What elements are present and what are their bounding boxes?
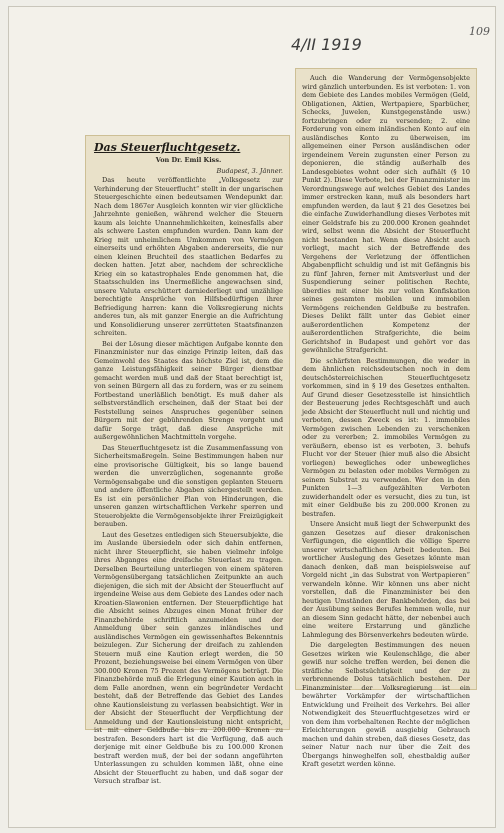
article-headline: Das Steuerfluchtgesetz. (94, 141, 241, 154)
paragraph: Das Steuerfluchtgesetz ist die Zusammenfassung von Sicherheitsmaßregeln. Seine Bestimmungen haben nur eine provisorische Gültigkeit, bis so lange bauend werden die unverzüglichen, sogenannte große Vermögensabgabe und die sonstigen geplanten Steuern und andere öffentliche Abgaben sichergestellt werden. Es ist ein persönlicher Plan von Hinderungen, die unseren ganzen wirtschaftlichen Verkehr sperren und Steuerobjekte die Vermögensobjekte ihrer Freizügigkeit berauben. (94, 443, 283, 528)
handwritten-date: 4/II 1919 (291, 35, 362, 54)
paragraph: Die dargelegten Bestimmungen des neuen Gesetzes wirken wie Keulenschläge, die aber gewiß nur solche treffen werden, bei denen die sträfliche Selbstsüchtigkeit und der zu verbrennende Dolus tatsächlich bestehen. Der Finanzminister der Volksregierung ist ein bewährter Vorkämpfer der wirtschaftlichen Entwicklung und Freiheit des Verkehrs. Bei aller Notwendigkeit des Steuerfluchtgesetzes wird er von dem ihm vorbehaltenen Rechte der möglichen Erleichterungen gewiß ausgiebig Gebrauch machen und dahin streben, daß dieses Gesetz, das seiner Natur nach nur über die Zeit des Übergangs hinweghelfen soll, ehestbaldig außer Kraft gesetzt werden könne. (302, 641, 470, 768)
paragraph: Bei der Lösung dieser mächtigen Aufgabe konnte den Finanzminister nur das einzige Prinzip leiten, daß das Gemeinwohl des Staates das höchste Ziel ist, dem die ganze Leistungsfähigkeit seiner Bürger dienstbar gemacht werden muß und daß der Staat berechtigt ist, von seinen Bürgern all das zu fordern, was er zu seinem Fortbestand unerläßlich benötigt. Es muß daher als selbstverständlich erscheinen, daß der Staat bei der Feststellung seines Anspruches gegenüber seinen Bürgern mit der gebührenden Strenge vorgeht und dafür Sorge trägt, daß diese Ansprüche mit außergewöhnlichen Machtmitteln vorgehe. (94, 339, 283, 441)
clipping-right-column (295, 68, 477, 768)
article-dateline: Budapest, 3. Jänner. (216, 166, 283, 175)
clipping-left-column (85, 135, 290, 785)
paragraph: Das heute veröffentlichte „Volksgesetz zur Verhinderung der Steuerflucht“ stellt in der ungarischen Steuergeschichte einen bedeutsamen Wendepunkt dar. Nach dem 1867er Ausgleich konnten wir vier glückliche Jahrzehnte genießen, während welcher die Steuern kaum als leichte Unannehmlichkeiten, keinesfalls aber als schwere Lasten empfunden wurden. Dann kam der Krieg mit unheimlichem Umkommen von Vermögen einerseits und erhöhten Abgaben andererseits, die nur einen kleinen Bruchteil des staatlichen Bedarfes zu decken hatten. Jetzt aber, nachdem der schreckliche Krieg ein so katastrophales Ende genommen hat, die Staatsschulden ins Unermeßliche angewachsen sind, unsere Valuta erschüttert darniederliegt und unzählige berechtigte Ansprüche von Hilfsbedürftigen ihrer Befriedigung harren: kann die Volksregierung nichts anderes tun, als mit ganzer Energie an die Aufrichtung und Konsolidierung unserer zerrütteten Staatsfinanzen schreiten. (94, 176, 283, 337)
paragraph: Die schärfsten Bestimmungen, die weder in dem ähnlichen reichsdeutschen noch in dem deutschösterreichischen Steuerfluchtgesetz vorkommen, sind in § 19 des Gesetzes enthalten. Auf Grund dieser Gesetzesstelle ist hinsichtlich der Besteuerung jedes Rechtsgeschäft und auch jede Absicht der Steuerflucht null und nichtig und verboten, dessen Zweck es ist: 1. immobiles Vermögen zwischen Lebenden zu verschenken oder zu vererben; 2. immobiles Vermögen zu veräußern, ebenso ist es verboten, 3. behufs Flucht vor der Steuer (hier muß also die Absicht vorliegen) bewegliches oder unbewegliches Vermögen zu belasten oder mobiles Vermögen zu seinem Substrat zu verwenden. Wer den in den Punkten 1—3 aufgezählten Verboten zuwiderhandelt oder es versucht, dies zu tun, ist mit einer Geldbuße bis zu 200.000 Kronen zu bestrafen. (302, 356, 470, 518)
article-byline: Von Dr. Emil Kiss. (155, 156, 222, 164)
folio-number: 109 (469, 25, 490, 38)
paragraph: Unsere Ansicht muß liegt der Schwerpunkt des ganzen Gesetzes auf dieser drakonischen Verfügungen, die eigentlich die völlige Sperre unserer wirtschaftlichen Arbeit bedeuten. Bei wortlicher Auslegung des Gesetzes könnte man danach denken, daß man beispielsweise auf Vorgeld nicht „in das Substrat von Wertpapieren“ verwandeln könne. Wir können uns aber nicht vorstellen, daß die Finanzminister bei den heutigen Umständen der Bankbehörden, das bei der Ausübung seines Berufes hemmen wolle, nur an diesem Sinn gedacht hätte, der nebenbei auch eine weitere Erstarrung und gänzliche Lahmlegung des Börsenverkehrs bedeuten würde. (302, 520, 470, 639)
paragraph: Laut des Gesetzes entledigen sich Steuersubjekte, die im Auslande übersiedeln oder sich dahin entfernen, nicht ihrer Steuerpflicht, sie haben vielmehr infolge ihres Abganges eine dreifache Steuerlast zu tragen. Derselben Beurteilung unterliegen von einem späteren Vermögensübergang tatsächlichen Zeitpunkte an auch diejenigen, die sich mit der Absicht der Steuerflucht auf irgendeine Weise aus dem Gebiete des Landes oder nach Kroatien-Slawonien entfernen. Der Steuerpflichtige hat die Absicht seines Abzuges einen Monat früher der Finanzbehörde schriftlich anzumelden und der Anmeldung über sein ganzes inländisches und ausländisches Vermögen ein gewissenhaftes Bekenntnis beizulegen. Zur Sicherung der dreifach zu zahlenden Steuern muß eine Kaution erlegt werden, die 50 Prozent, beziehungsweise bei einem Vermögen von über 300.000 Kronen 75 Prozent des Vermögens beträgt. Die Finanzbehörde muß die Erlegung einer Kaution auch in dem Falle anordnen, wenn ein begründeter Verdacht besteht, daß der Betreffende das Gebiet des Landes ohne Kautionsleistung zu verlassen beabsichtigt. Wer in der Absicht der Steuerflucht der Verpflichtung der Anmeldung und der Kautionsleistung nicht entspricht, ist mit einer Geldbuße bis zu 200.000 Kronen zu bestrafen. Besonders hart ist die Verfügung, daß auch derjenige mit einer Geldbuße bis zu 100.000 Kronen bestraft werden muß, der bei der sodann angeführten Unterlassungen zu schulden kommen läßt, ohne eine Absicht der Steuerflucht zu haben, und daß sogar der Versuch strafbar ist. (94, 530, 283, 785)
paragraph: Auch die Wanderung der Vermögensobjekte wird gänzlich unterbunden. Es ist verboten: 1. von dem Gebiete des Landes mobiles Vermögen (Geld, Obligationen, Aktien, Wertpapiere, Sparbücher, Schecks, Juwelen, Kunstgegenstände usw.) fortzubringen oder zu versenden; 2. eine Forderung von einem inländischen Konto auf ein ausländisches Konto zu überweisen, im allgemeinen einer Person ausländischen oder irgendeinem Verein zugunsten einer Person zu deponieren, die ständig außerhalb des Landesgebietes wohnt oder sich aufhält (§ 10 Punkt 2). Diese Verbote, bei der Finanzminister im Verordnungswege auf welches Gebiet des Landes immer erstrecken kann, muß als besonders hart empfunden werden, da laut § 21 des Gesetzes bei die einfache Zuwiderhandlung dieses Verbotes mit einer Geldstrafe bis zu 200.000 Kronen geahndet wird, selbst wenn die Absicht der Steuerflucht nicht bestanden hat. Wenn diese Absicht auch vorliegt, macht sich der Betreffende des Vergehens der Verletzung der öffentlichen Abgabenpflicht schuldig und ist mit Gefängnis bis zu fünf Jahren, ferner mit Amtsverlust und der Suspendierung seiner politischen Rechte, überdies mit einer bis zur vollen Konfiskation seines gesamten mobilen und immobilen Vermögens reichenden Geldbuße zu bestrafen. Dieses Delikt fällt unter das Gebiet einer außerordentlichen Kompetenz der außerordentlichen Strafgerichte, die beim Gerichtshof in Budapest und gehört vor das gewöhnliche Strafgericht. (302, 74, 470, 354)
